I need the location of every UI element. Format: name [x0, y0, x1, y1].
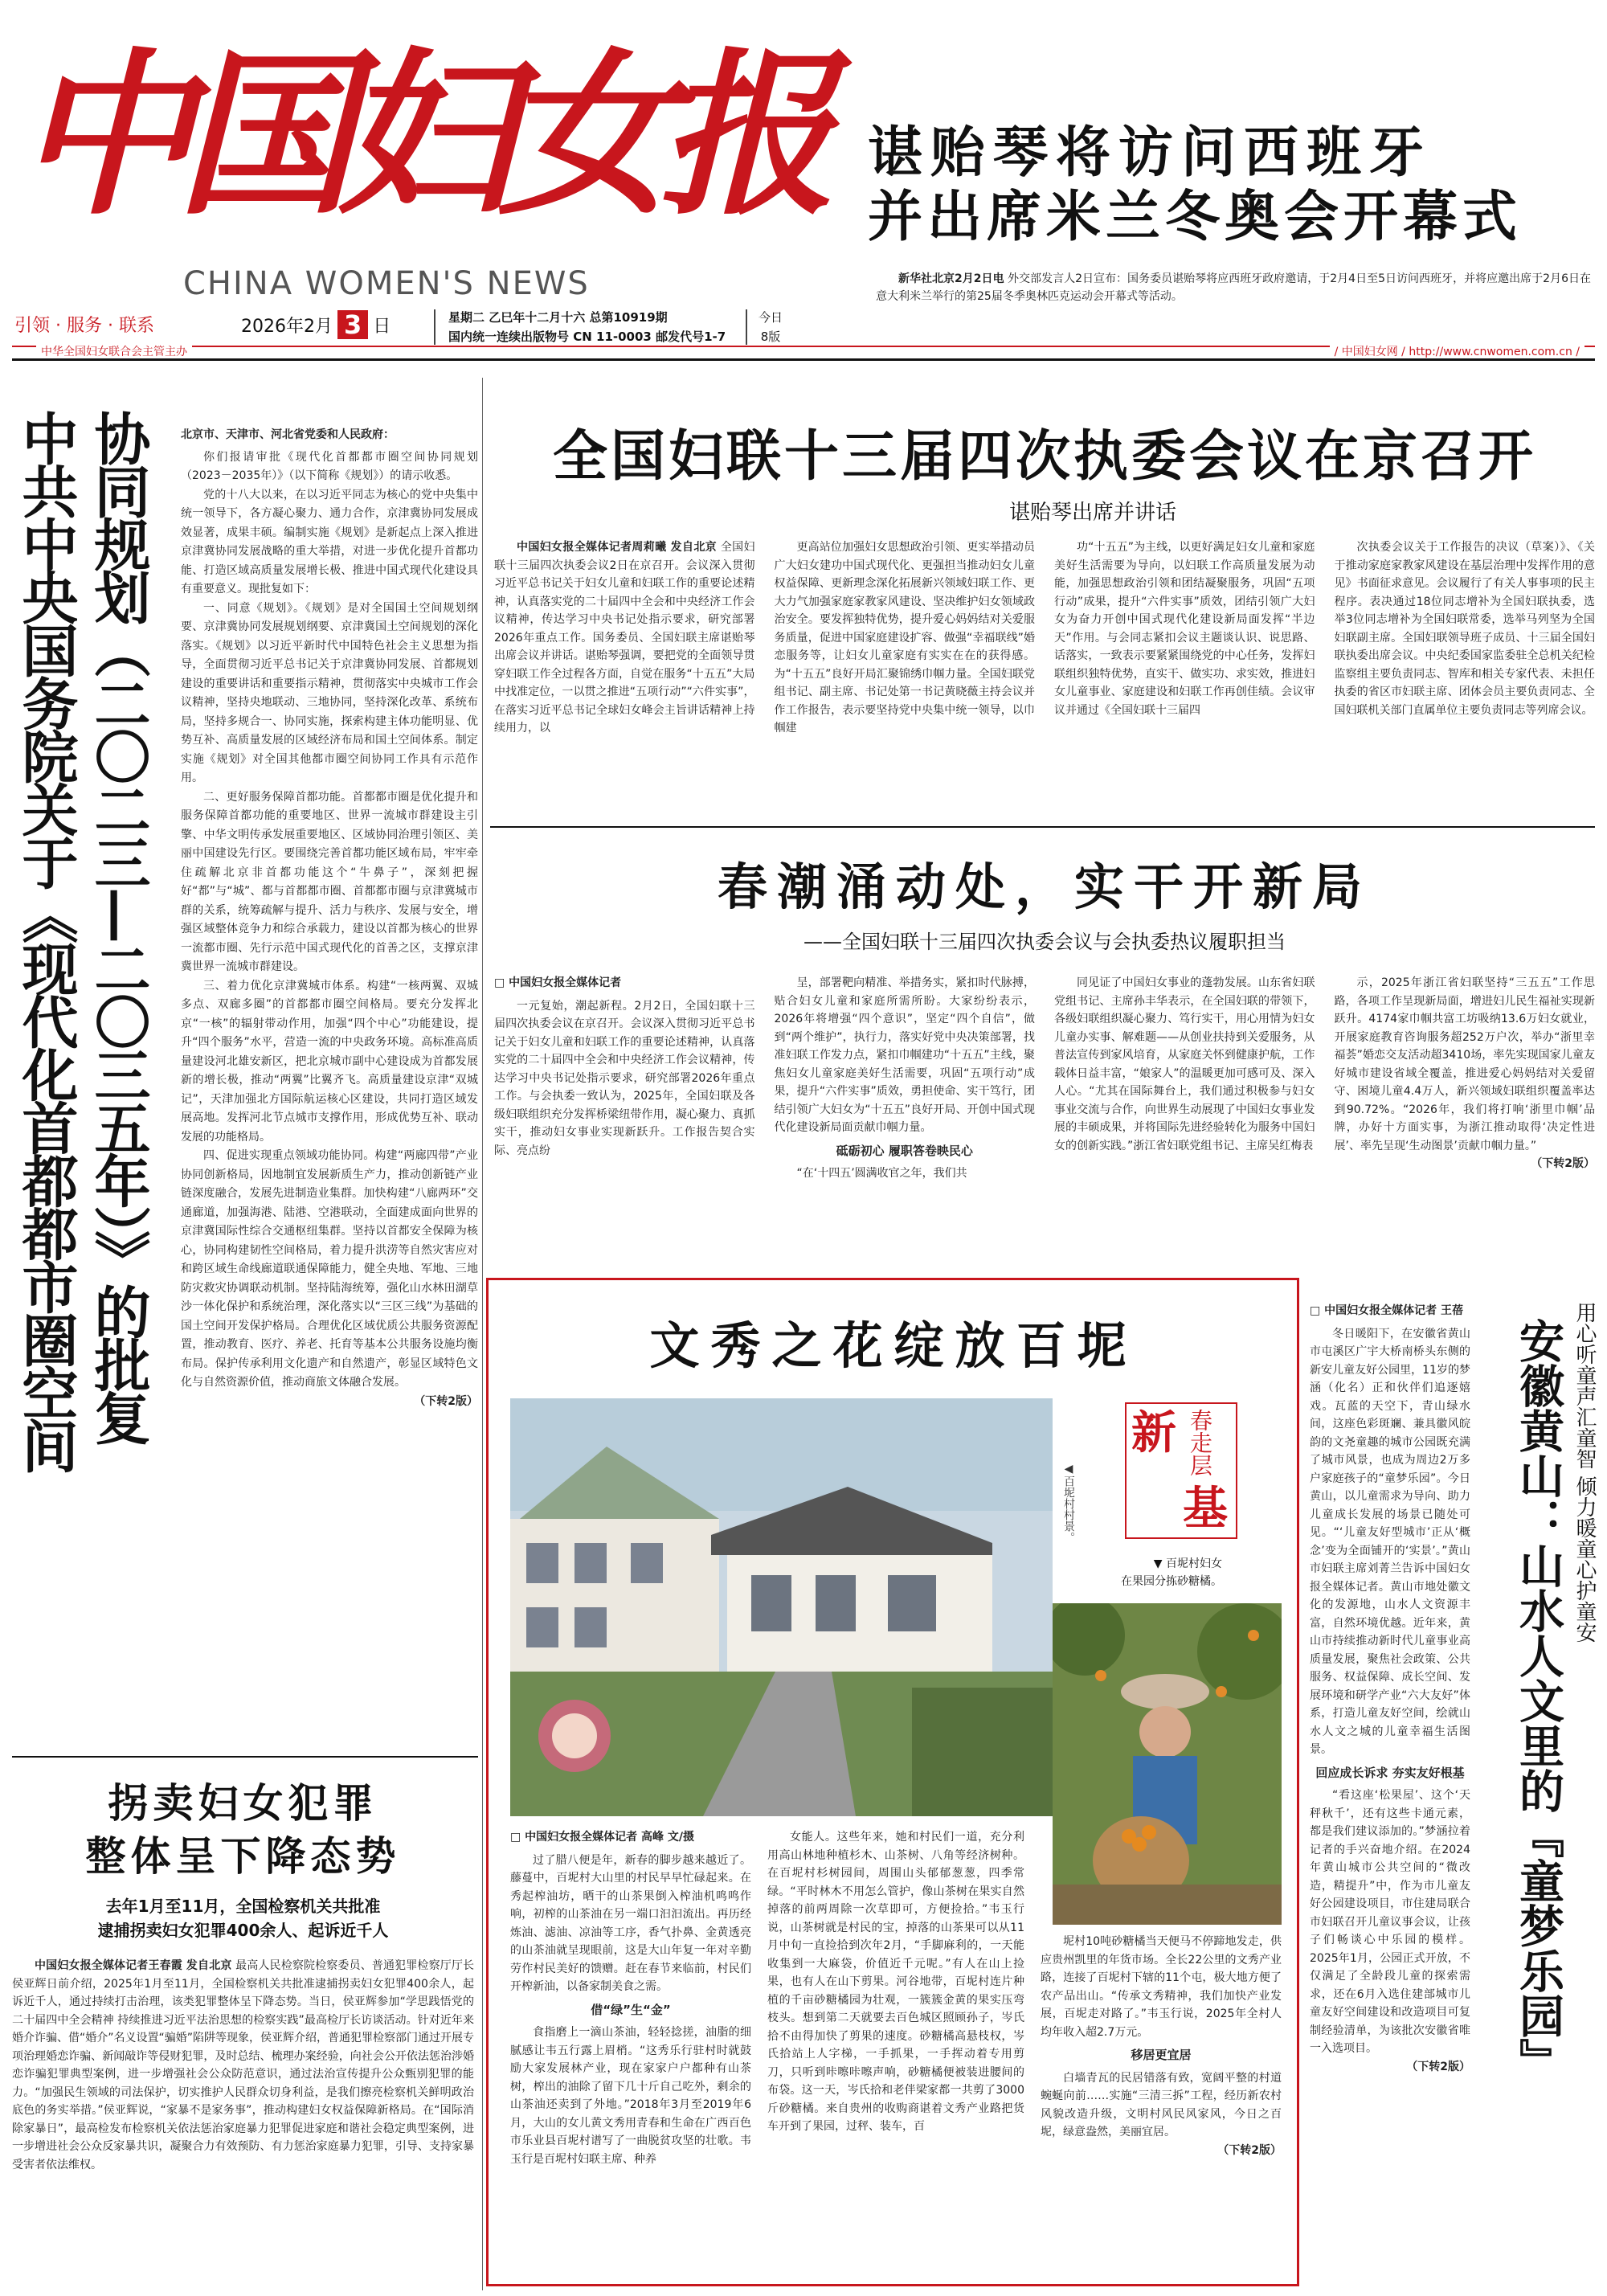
anhui-subhead: 回应成长诉求 夯实友好根基 — [1315, 1765, 1465, 1780]
reply-title-col1: 中共中央国务院关于《现代化首都都市圈空间 — [13, 410, 80, 1471]
spring-col — [1054, 974, 1315, 1287]
stamp-char: 春 — [1187, 1409, 1213, 1431]
masthead-title: 中国妇女报 — [16, 31, 820, 239]
issue-date — [241, 310, 391, 339]
masthead-slogan: 引领 · 服务 · 联系 — [14, 316, 154, 336]
stamp-char: 走 — [1187, 1431, 1213, 1454]
issue-today-label: 今日 — [759, 310, 783, 325]
lead-subtitle: 谌贻琴出席并讲话 — [1008, 501, 1176, 525]
anhui-text: 冬日暖阳下，在安徽省黄山市屯溪区广宇大桥南桥头东侧的新安儿童友好公园里，11岁的梦涵（化名）正和伙伴们追逐嬉戏。瓦蓝的天空下，青山绿水间，这座色彩斑斓、兼具徽风皖韵的文尧童趣的城市公园既充满了城市风景，也成为周边2万多户家庭孩子的“童梦乐园”。今日黄山，以儿童需求为导向、助力儿童成长发展的场景已随处可见。“‘儿童友好型城市’正从‘概念’变为全面铺开的‘实景’。”黄山市妇联主席刘菁兰告诉中国妇女报全媒体记者。黄山市地处徽文化的发源地，山水人文资源丰富，自然环境优越。近年来，黄山市持续推动新时代儿童事业高质量发展，聚焦社会政策、公共服务、权益保障、成长空间、发展环境和研学产业“六大友好”体系，打造儿童友好空间，绘就山水人文之城的儿童幸福生活图景。 — [1310, 1327, 1470, 1756]
anhui-body — [1310, 1302, 1470, 2274]
spring-article — [494, 836, 1595, 1302]
feature-text: 白墙青瓦的民居错落有致，宽阔平整的村道蜿蜒向前……实施“三清三拆”工程，经历新农村风貌改造升级，文明村风民风家风，今日之百坭，绿意盎然，美丽宜居。 — [1041, 2071, 1282, 2138]
stamp-big-1: 新 — [1131, 1406, 1176, 1459]
spring-subhead: 砥砺初心 履职答卷映民心 — [836, 1143, 973, 1158]
trafficking-body — [12, 1957, 474, 2278]
caption-arrow-down-icon: ▼ — [1153, 1557, 1166, 1570]
spring-col — [494, 974, 755, 1287]
spring-byline: □ 中国妇女报全媒体记者 — [494, 976, 622, 989]
lead-col — [494, 538, 755, 780]
column-rule-left — [482, 378, 483, 2290]
village-illustration — [510, 1398, 1053, 1816]
spring-text: 一元复始，潮起新程。2月2日，全国妇联十三届四次执委会议在京召开。会议深入贯彻习近平总书记关于妇女儿童和妇联工作的重要论述精神，认真落实党的二十届四中全会和中央经济工作会议精神，传达学习中央书记处指示要求，研究部署2026年重点工作。与会执委一致认为，2025年，全国妇联及各级妇联组织充分发挥桥梁纽带作用，凝心聚力、真抓实干，推动妇女事业实现新跃升。工作报告契合实际、亮点纷 — [494, 999, 755, 1157]
caption-arrow-icon: ◀ — [1062, 1463, 1075, 1475]
lead-text: 次执委会议关于工作报告的决议（草案）》、《关于推动家庭家教家风建设在基层治理中发挥作用的意见》书面征求意见。会议履行了有关人事事项的民主程序。表决通过18位同志增补为全国妇联执委，选举3位同志增补为全国妇联常委，选举马列坚为全国妇联副主席。全国妇联领导班子成员、十三届全国妇联执委出席会议。中央纪委国家监委驻全总机关纪检监察组主要负责同志、智库和相关专家代表、未担任执委的省区市妇联主席、团体会员主要负责同志、全国妇联机关部门直属单位主要负责同志等列席会议。 — [1334, 541, 1595, 717]
issue-day-unit: 日 — [373, 316, 391, 337]
lead-byline: 中国妇女报全媒体记者周莉曦 发自北京 — [517, 541, 718, 554]
issue-pages — [759, 308, 783, 346]
trafficking-subtitle-1: 去年1月至11月，全国检察机关共批准 — [105, 1897, 381, 1916]
masthead-english: CHINA WOMEN'S NEWS — [183, 265, 590, 302]
spring-title: 春潮涌动处，实干开新局 — [717, 857, 1372, 916]
issue-year-month: 2026年2月 — [241, 316, 333, 337]
trafficking-subtitle — [12, 1894, 474, 1942]
spring-subtitle: ——全国妇联十三届四次执委会议与会执委热议履职担当 — [804, 931, 1286, 953]
stamp-char: 层 — [1187, 1454, 1213, 1476]
top-dateline: 新华社北京2月2日电 — [898, 272, 1004, 285]
issue-day: 3 — [337, 310, 368, 339]
rule-lead-bottom — [490, 826, 1595, 828]
spring-text: 呈，部署靶向精准、举措务实，紧扣时代脉搏，贴合妇女儿童和家庭所需所盼。大家纷纷表示，2026年将增强“四个意识”，坚定“四个自信”，做到“两个维护”，执行力，落实好党中央决策部署，找准妇联工作发力点，紧扣巾帼建功“十五五”主线，聚焦妇女儿童家庭美好生活需要，巩固“五项行动”成果，提升“六件实事”质效，勇担使命、实干笃行，团结引领广大妇女为“十五五”良好开局、开创中国式现代化建设新局面贡献巾帼力量。 — [774, 976, 1035, 1134]
anhui-title: 安徽黄山：山水人文里的『童梦乐园』 — [1512, 1318, 1565, 2083]
feature-byline: □ 中国妇女报全媒体记者 高峰 文/摄 — [510, 1831, 694, 1844]
reply-continued: （下转2版） — [414, 1394, 478, 1408]
trafficking-title-1: 拐卖妇女犯罪 — [108, 1779, 378, 1827]
masthead-bottom-rule — [12, 358, 1595, 361]
lead-text: 全国妇联十三届四次执委会议2日在京召开。会议深入贯彻习近平总书记关于妇女儿童和妇联工作的重要论述精神，认真落实党的二十届四中全会和中央经济工作会议精神，传达学习中央书记处指示要求，研究部署2026年重点工作。国务委员、全国妇联主席谌贻琴出席会议并讲话。谌贻琴强调，要把党的全面领导贯穿妇联工作全过程各方面，自觉在服务“十五五”大局中找准定位，一以贯之推进“五项行动”“六件实事”，在落实习近平总书记全球妇女峰会主旨讲话精神上持续用力，以 — [494, 541, 755, 735]
stamp-big-2: 基 — [1183, 1482, 1228, 1535]
trafficking-byline: 中国妇女报全媒体记者王春霞 发自北京 — [35, 1959, 232, 1972]
orchard-caption-2: 在果园分拣砂糖橘。 — [1121, 1575, 1222, 1588]
spring-text: “在‘十四五’圆满收官之年，我们共 — [796, 1167, 967, 1180]
reply-title-col2: 协同规划（二〇二三—二〇三五年）》的批复 — [85, 410, 152, 1443]
orchard-illustration — [1053, 1603, 1282, 1925]
anhui-byline-text: 中国妇女报全媒体记者 王蓓 — [1324, 1304, 1463, 1317]
reply-para: 一、同意《规划》。《规划》是对全国国土空间规划纲要、京津冀协同发展规划纲要、京津冀国土空间规划的深化落实。《规划》以习近平新时代中国特色社会主义思想为指导，全面贯彻习近平总书记关于京津冀协同发展、首都规划建设的重要讲话和重要指示精神，贯彻落实中央城市工作会议精神，坚持央地联动、三地协同，坚持深化改革、系统布局，坚持多规合一、协同实施，探索构建主体功能明显、优势互补、高质量发展的区域经济布局和国土空间体系。制定实施《规划》对全国其他都市圈空间协同工作具有示范作用。 — [181, 601, 478, 784]
new-grassroots-stamp — [1125, 1402, 1237, 1539]
feature-text: 食指磨上一滴山茶油，轻轻捻搓，油脂的细腻感让韦五行露上眉梢。“这秀乐行驻村时就鼓励大家发展林产业，现在家家户户都种有山茶树，榨出的油除了留下几十斤自己吃外，剩余的山茶油还卖到了外地。”2018年3月至2019年6月，大山的女儿黄文秀用青春和生命在广西百色市乐业县百坭村谱写了一曲脱贫攻坚的壮歌。韦玉行是百坭村妇联主席、种养 — [510, 2026, 751, 2166]
village-caption — [1061, 1463, 1077, 1543]
feature-title: 文秀之花绽放百坭 — [649, 1316, 1139, 1375]
spring-text: 示，2025年浙江省妇联坚持“三五五”工作思路，各项工作呈现新局面，增进妇儿民生福祉实现新跃升。4174家巾帼共富工坊吸纳13.6万妇女就业，开展家庭教育咨询服务超252万户次，举办“浙里幸福荟”婚恋交友活动超3410场，率先实现国家儿童友好城市建设省域全覆盖，推进爱心妈妈结对关爱留守、困境儿童4.4万人，新兴领域妇联组织覆盖率达到90.72%。“2026年，我们将打响‘浙里巾帼’品牌，办好十方面实事，为浙江推动取得‘决定性进展’、率先呈现‘生动图景’贡献巾帼力量。” — [1334, 976, 1595, 1152]
reply-body — [181, 426, 478, 1744]
reply-para: 党的十八大以来，在以习近平同志为核心的党中央集中统一领导下，各方凝心聚力、通力合作，京津冀协同发展成效显著，成果丰硕。编制实施《规划》是新起点上深入推进京津冀协同发展战略的重大举措，对进一步优化提升首都功能、打造区域高质量发展增长极、推进中国式现代化建设具有重要意义。现批复如下： — [181, 488, 478, 595]
lead-text: 更高站位加强妇女思想政治引领、更实举措动员广大妇女建功中国式现代化、更强担当推动妇女儿童权益保障、更新理念深化拓展新兴领域妇联工作、更大力气加强家庭家教家风建设、坚决维护妇女领域政治安全。要发挥独特优势，提升爱心妈妈结对关爱服务质量，促进中国家庭建设扩容、做强“幸福联线”婚恋服务等，让妇女儿童家庭有实实在在的获得感。为“十五五”良好开局汇聚锦绣巾帼力量。全国妇联党组书记、副主席、书记处第一书记黄晓薇主持会议并作工作报告，表示要坚持党中央集中统一领导，以巾帼建 — [774, 541, 1035, 735]
stamp-small — [1188, 1409, 1212, 1476]
feature-text: 过了腊八便是年，新春的脚步越来越近了。藤蔓中，百坭村大山里的村民早早忙碌起来。在秀起榨油坊，晒干的山茶果倒入榨油机鸣鸣作响，初榨的山茶油在另一端口汩汩流出。再历经炼油、滤油、凉油等工序，香气扑鼻、金黄透亮的山茶油就呈现眼前，这是大山年复一年对辛勤劳作村民美好的馈赠。赶在春节来临前，村民们开榨新油，以备家制美食之需。 — [510, 1853, 751, 1993]
masthead-divider-2 — [746, 309, 747, 345]
lead-col — [775, 538, 1036, 780]
spring-col — [1335, 974, 1596, 1287]
orchard-caption-1: 百坭村妇女 — [1166, 1557, 1222, 1570]
issue-info — [448, 308, 726, 346]
feature-byline-text: 中国妇女报全媒体记者 高峰 文/摄 — [525, 1831, 694, 1844]
feature-col-3 — [1041, 1933, 1282, 2274]
feature-continued: （下转2版） — [1217, 2143, 1282, 2157]
spring-continued: （下转2版） — [1531, 1157, 1595, 1170]
village-photo — [510, 1398, 1053, 1816]
spring-col — [775, 974, 1036, 1287]
orchard-photo — [1053, 1603, 1282, 1925]
lead-title: 全国妇联十三届四次执委会议在京召开 — [552, 424, 1536, 489]
anhui-continued: （下转2版） — [1406, 2060, 1470, 2073]
spring-byline-text: 中国妇女报全媒体记者 — [509, 976, 622, 989]
website-link[interactable]: / 中国妇女网 / http://www.cnwomen.com.cn / — [1330, 343, 1585, 359]
reply-para: 四、促进实现重点领域功能协同。构建“两廊四带”产业协同创新格局，因地制宜发展新质生产力，推动创新链产业链深度融合，发展先进制造业集群。加快构建“八廊两环”交通廊道，加强海港、陆港、空港联动，全面建成面向世界的京津冀国际性综合交通枢纽集群。坚持以首都安全保障为核心，协同构建韧性空间格局，着力提升洪涝等自然灾害应对和跨区域生命线廊道联通保障能力，健全央地、军地、三地防灾救灾协调联动机制。坚持陆海统筹，强化山水林田湖草沙一体化保护和系统治理，深化落实以“三区三线”为基础的国土空间开发保护格局。合理优化区域优质公共服务资源配置，推动教育、医疗、养老、托育等基本公共服务设施均衡布局。保护传承利用文化遗产和自然遗产，彰显区域特色文化与自然资源价值，推动商旅文体融合发展。 — [181, 1149, 478, 1389]
anhui-article — [1310, 1286, 1599, 2290]
reply-salutation: 北京市、天津市、河北省党委和人民政府： — [181, 428, 395, 441]
top-news-text — [876, 270, 1591, 305]
feature-col-1 — [510, 1828, 751, 2274]
reply-para: 三、着力优化京津冀城市体系。构建“一核两翼、双城多点、双廊多圈”的首都都市圈空间格局。要充分发挥北京“一核”的辐射带动作用，加强“四个中心”功能建设，提升“四个服务”水平，营造一流的中央政务环境。高标准高质量建设河北雄安新区，把北京城市副中心建设成为首都发展新的增长极，推动“两翼”比翼齐飞。高质量建设京津“双城记”，天津加强北方国际航运核心区建设，共同打造区域发展高地。发挥河北节点城市支撑作用，形成优势互补、联动发展的功能格局。 — [181, 979, 478, 1144]
village-caption-text: 百坭村村景。 — [1062, 1475, 1075, 1543]
lead-article — [494, 378, 1595, 828]
masthead-divider-1 — [434, 309, 435, 345]
lead-text: 功“十五五”为主线，以更好满足妇女儿童和家庭美好生活需要为导向，以妇联工作高质量发展为动能，加强思想政治引领和团结凝聚服务，巩固“五项行动”成果，提升“六件实事”质效，团结引领广大妇女为奋力开创中国式现代化建设新局面发挥“半边天”作用。与会同志紧扣会议主题谈认识、说思路、话落实，一致表示要紧紧围绕党的中心任务，发挥妇联组织独特优势，直实干、做实功、求实效，推进妇女儿童事业、家庭建设和妇联工作再创佳绩。会议审议并通过《全国妇联十三届四 — [1054, 541, 1315, 717]
feature-text: 女能人。这些年来，她和村民们一道，充分利用高山林地种植杉木、山茶树、八角等经济树种。在百坭村杉树园间，周围山头郁郁葱葱，四季常绿。“平时林木不用怎么管护，像山茶树在果实自然掉落的前两周除一次草即可，方便捡拾。”韦玉行说，山茶树就是村民的宝，掉落的山茶果可以从11月中旬一直捡拾到次年2月，“手脚麻利的，一天能收集到一大麻袋，价值近千元呢。”有人在山上捡果，也有人在山下剪果。河谷地带，百坭村连片种植的千亩砂糖橘园为壮观，一簇簇金黄的果实压弯枝头。想到第二天就要去百色城区照顾孙子，岑氏拾不由得加快了剪果的速度。砂糖橘高悬枝权，岑氏拾站上人字梯，一手抓果，一手挥动着专用剪刀，只听到咔嚓咔嚓声响，砂糖橘便被装进腰间的布袋。这一天，岑氏拾和老伴梁家都一共剪了3000斤砂糖橘。来自贵州的收购商谌着文秀产业路把货车开到了果园，过秤、装车，百 — [767, 1831, 1024, 2133]
reply-article — [12, 378, 478, 1744]
anhui-kicker: 用心听童声汇童智 倾力暖童心护童安 — [1572, 1302, 1597, 1643]
trafficking-title-2: 整体呈下降态势 — [85, 1832, 401, 1880]
reply-para: 你们报请审批《现代化首都都市圈空间协同规划（2023－2035年）》（以下简称《规划》）的请示收悉。 — [181, 450, 478, 482]
anhui-text: “看这座‘松果屋’、这个‘天秤秋千’，还有这些卡通元素，都是我们建议添加的。”梦涵拉着记者的手兴奋地介绍。在2024年黄山城市公共空间的“微改造，精提升”中，作为市儿童友好公园建设项目，市住建局联合市妇联召开儿童议事会议，让孩子们畅谈心中乐园的模样。2025年1月，公园正式开放，不仅满足了全龄段儿童的探索需求，还在6月入选住建部城市儿童友好空间建设和改造项目可复制经验清单，为该批次安徽省唯一入选项目。 — [1310, 1789, 1470, 2055]
trafficking-text: 最高人民检察院检察委员、普通犯罪检察厅厅长侯亚辉日前介绍，2025年1月至11月，全国检察机关共批准逮捕拐卖妇女犯罪400余人，起诉近千人，通过持续打击治理，该类犯罪整体呈下降态势。当日，侯亚辉参加“学思践悟党的二十届四中全会精神 持续推进习近平法治思想的检察实践”最高检厅长访谈活动。针对近年来婚介诈骗、借“婚介”名义设置“骗婚”陷阱等现象，侯亚辉介绍，普通犯罪检察部门通过开展专项治理婚恋诈骗、新闻敲诈等侵财犯罪，及时总结、梳理办案经验，向社会公开依法惩治涉婚恋诈骗犯罪典型案例，进一步增强社会公众防范意识，通过法治宣传提升公众甄别犯罪的能力。“加强民生领域的司法保护，切实推护人民群众切身利益，是我们擦亮检察机关鲜明政治底色的务实举措。”侯亚辉说，“家暴不是家务事”，推动构建妇女权益保障新格局。在“国际消除家暴日”，最高检发布检察机关依法惩治家庭暴力犯罪促进家庭和谐社会稳定典型案例，进一步增进社会公众反家暴共识，凝聚合力有效预防、有力惩治家庭暴力犯罪，引导、支持家暴受害者依法维权。 — [12, 1959, 474, 2171]
issue-page-count: 8版 — [760, 329, 781, 344]
sponsor-text: 中华全国妇女联合会主管主办 — [36, 343, 192, 359]
spring-text: 同见证了中国妇女事业的蓬勃发展。山东省妇联党组书记、主席孙丰华表示，在全国妇联的带领下，各级妇联组织凝心聚力、笃行实干，用心用情为妇女儿童办实事、解难题——从创业扶持到关爱服务，从普法宣传到家风培育，从家庭关怀到健康护航，工作载体日益丰富，“娘家人”的温暖更加可感可及、深入人心。“尤其在国际舞台上，我们通过积极参与妇女事业交流与合作，向世界生动展现了中国妇女事业发展的丰硕成果，并将国际先进经验转化为服务中国妇女的创新实践。”浙江省妇联党组书记、主席吴红梅表 — [1054, 976, 1315, 1152]
feature-text: 坭村10吨砂糖橘当天便马不停蹄地发走，供应贵州凯里的年货市场。全长22公里的文秀产业路，连接了百坭村下辖的11个屯，极大地方便了农产品出山。“传承文秀精神，我们加快产业发展，百坭走对路了。”韦玉行说，2025年全村人均年收入超2.7万元。 — [1041, 1935, 1282, 2039]
lead-col — [1054, 538, 1315, 780]
top-news-body: 外交部发言人2日宣布：国务委员谌贻琴将应西班牙政府邀请，于2月4日至5日访问西班牙，并将应邀出席于2月6日在意大利米兰举行的第25届冬季奥林匹克运动会开幕式等活动。 — [876, 272, 1591, 303]
feature-subhead-1: 借“绿”生“金” — [591, 2002, 671, 2017]
trafficking-subtitle-2: 逮捕拐卖妇女犯罪400余人、起诉近千人 — [97, 1921, 389, 1940]
orchard-caption — [1121, 1555, 1222, 1590]
lead-col — [1335, 538, 1596, 780]
anhui-byline: □ 中国妇女报全媒体记者 王蓓 — [1310, 1304, 1463, 1317]
reply-para: 二、更好服务保障首都功能。首都都市圈是优化提升和服务保障首都功能的重要地区、世界一流城市群建设主引擎、中华文明传承发展重要地区、区域协同治理引领区、美丽中国建设先行区。要围绕完善首都功能区域布局，牢牢牵住疏解北京非首都功能这个“牛鼻子”，深刻把握好“都”与“城”、都与首都都市圈、首都都市圈与京津冀城市群的关系，统筹疏解与提升、活力与秩序、发展与安全，增强区域整体竞争力和综合承载力，建设以首都为核心的世界一流都市圈、先行示范中国式现代化的首善之区，支撑京津冀世界一流城市群建设。 — [181, 790, 478, 973]
feature-col-2 — [767, 1828, 1024, 2274]
top-headline-line1: 谌贻琴将访问西班牙 — [868, 121, 1433, 185]
issue-serial: 国内统一连续出版物号 CN 11-0003 邮发代号1-7 — [448, 329, 726, 344]
top-headline — [868, 121, 1591, 249]
feature-article — [498, 1290, 1290, 2278]
masthead — [0, 0, 1607, 358]
issue-weekday-lunar: 星期二 乙巳年十二月十六 总第10919期 — [448, 310, 668, 325]
trafficking-article — [12, 1764, 474, 2286]
feature-subhead-3: 移居更宜居 — [1131, 2048, 1192, 2062]
top-headline-line2: 并出席米兰冬奥会开幕式 — [868, 185, 1523, 249]
rule-reply-bottom — [12, 1756, 478, 1758]
